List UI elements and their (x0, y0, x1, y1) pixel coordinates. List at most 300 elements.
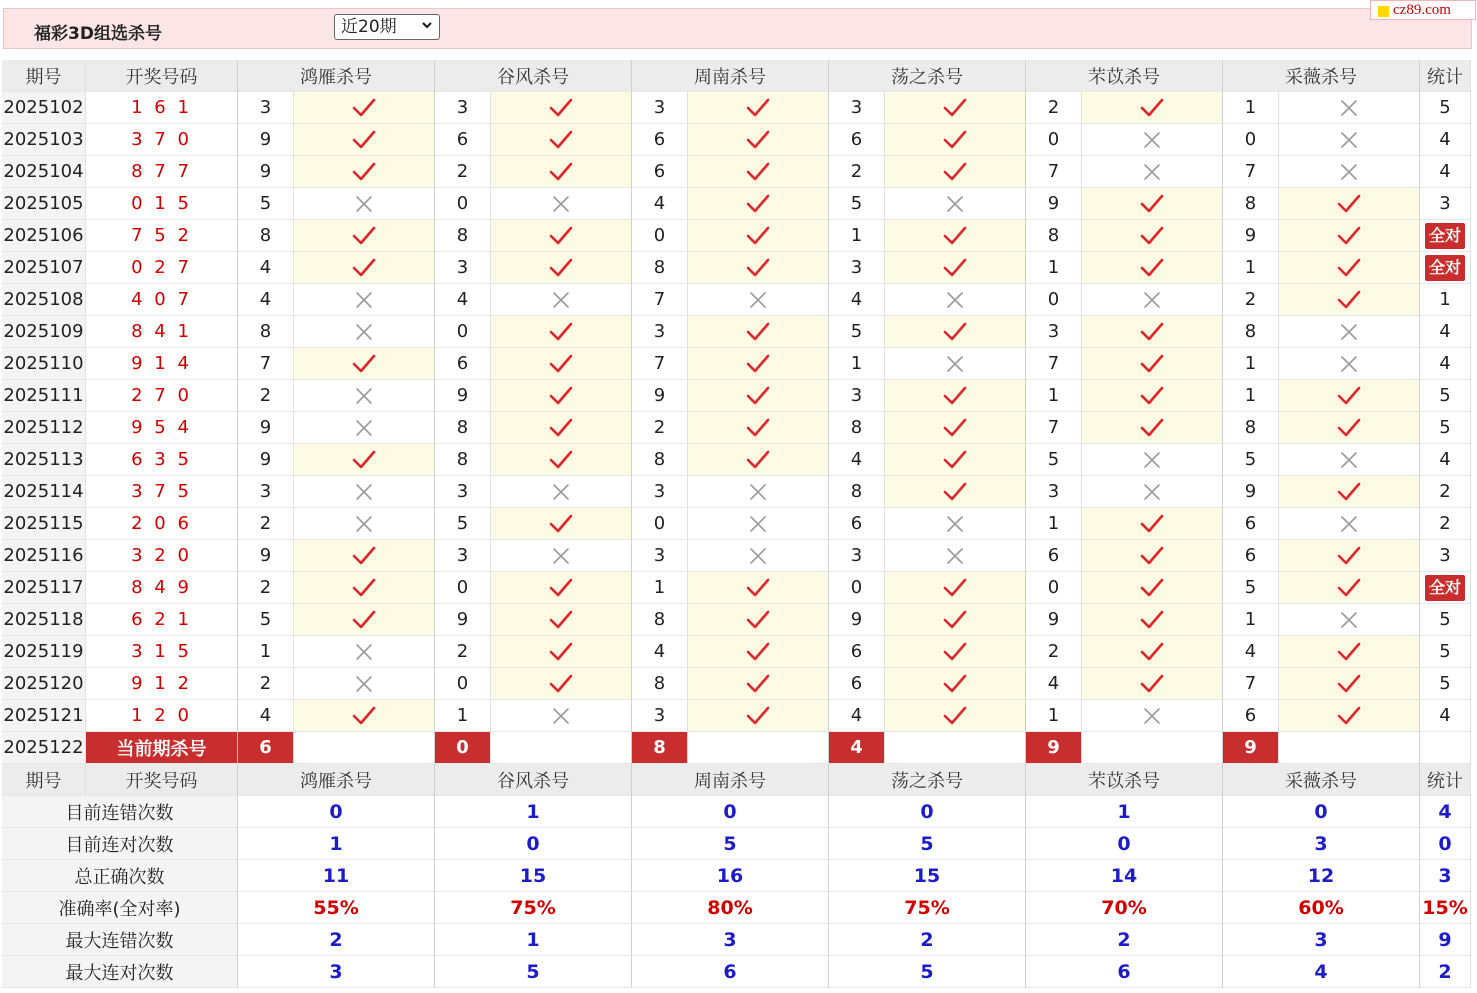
cross-icon (1337, 610, 1361, 630)
empty-cell (294, 732, 435, 764)
kill-number-cell: 7 (1223, 668, 1279, 700)
miss-mark-cell (1082, 700, 1223, 732)
current-period-row (2, 732, 1471, 764)
summary-value: 1 (1026, 796, 1223, 828)
kill-number-cell: 2 (1026, 92, 1082, 124)
summary-row (2, 796, 1471, 828)
table-row (2, 668, 1471, 700)
kill-number-cell: 8 (238, 220, 294, 252)
summary-value: 0 (632, 796, 829, 828)
draw-number-cell: 1 6 1 (86, 92, 238, 124)
period-cell: 2025115 (2, 508, 86, 540)
check-icon (1140, 258, 1164, 278)
kill-number-cell: 4 (829, 284, 885, 316)
miss-mark-cell (491, 700, 632, 732)
check-icon (746, 322, 770, 342)
check-icon (1140, 322, 1164, 342)
kill-number-cell: 2 (435, 156, 491, 188)
check-icon (549, 322, 573, 342)
summary-label: 目前连错次数 (2, 796, 238, 828)
miss-mark-cell (1082, 476, 1223, 508)
kill-number-cell: 1 (1223, 380, 1279, 412)
summary-label: 总正确次数 (2, 860, 238, 892)
hit-mark-cell (294, 540, 435, 572)
summary-value: 2 (829, 924, 1026, 956)
kill-number-cell: 4 (238, 252, 294, 284)
stat-cell: 4 (1420, 348, 1471, 380)
table-row (2, 348, 1471, 380)
all-correct-badge: 全对 (1425, 255, 1465, 281)
cross-icon (1140, 162, 1164, 182)
check-icon (1337, 418, 1361, 438)
kill-number-cell: 6 (829, 636, 885, 668)
cross-icon (549, 290, 573, 310)
kill-number-cell: 9 (435, 604, 491, 636)
summary-value: 55% (238, 892, 435, 924)
kill-number-cell: 8 (829, 412, 885, 444)
kill-number-cell: 0 (829, 572, 885, 604)
hit-mark-cell (491, 92, 632, 124)
check-icon (352, 130, 376, 150)
summary-value: 1 (435, 796, 632, 828)
check-icon (549, 162, 573, 182)
kill-number-cell: 3 (829, 252, 885, 284)
check-icon (943, 130, 967, 150)
period-cell: 2025105 (2, 188, 86, 220)
hit-mark-cell (1082, 604, 1223, 636)
kill-number-cell: 0 (632, 220, 688, 252)
current-kill-number: 9 (1026, 732, 1082, 764)
hit-mark-cell (1082, 380, 1223, 412)
hit-mark-cell (688, 156, 829, 188)
kill-number-cell: 5 (1223, 444, 1279, 476)
miss-mark-cell (491, 540, 632, 572)
miss-mark-cell (688, 540, 829, 572)
cross-icon (943, 354, 967, 374)
check-icon (352, 354, 376, 374)
table-row (2, 188, 1471, 220)
empty-cell (1420, 732, 1471, 764)
cross-icon (1140, 130, 1164, 150)
kill-number-cell: 5 (829, 188, 885, 220)
hit-mark-cell (885, 476, 1026, 508)
brand-link[interactable] (1370, 0, 1476, 20)
miss-mark-cell (1082, 124, 1223, 156)
stat-cell: 3 (1420, 540, 1471, 572)
table-row (2, 380, 1471, 412)
check-icon (352, 98, 376, 118)
kill-number-cell: 3 (1026, 476, 1082, 508)
kill-number-cell: 6 (829, 668, 885, 700)
hit-mark-cell (688, 316, 829, 348)
empty-cell (1279, 732, 1420, 764)
brand-square-icon (1378, 6, 1389, 17)
stat-cell: 4 (1420, 444, 1471, 476)
kill-number-cell: 9 (1026, 188, 1082, 220)
hit-mark-cell (491, 412, 632, 444)
kill-number-cell: 9 (238, 156, 294, 188)
kill-number-cell: 1 (632, 572, 688, 604)
miss-mark-cell (1082, 284, 1223, 316)
kill-number-cell: 4 (238, 700, 294, 732)
kill-number-cell: 3 (435, 476, 491, 508)
col-header-draw: 开奖号码 (86, 764, 238, 796)
hit-mark-cell (688, 124, 829, 156)
hit-mark-cell (1279, 412, 1420, 444)
empty-cell (885, 732, 1026, 764)
kill-number-cell: 7 (1223, 156, 1279, 188)
check-icon (352, 162, 376, 182)
col-header-expert: 谷风杀号 (435, 60, 632, 92)
hit-mark-cell (885, 220, 1026, 252)
col-header-stat: 统计 (1420, 60, 1471, 92)
check-icon (1140, 610, 1164, 630)
table-row (2, 572, 1471, 604)
hit-mark-cell (1279, 220, 1420, 252)
draw-number-cell: 6 2 1 (86, 604, 238, 636)
check-icon (943, 98, 967, 118)
miss-mark-cell (491, 284, 632, 316)
hit-mark-cell (885, 700, 1026, 732)
kill-number-cell: 3 (632, 476, 688, 508)
table-row (2, 444, 1471, 476)
kill-number-cell: 0 (1026, 284, 1082, 316)
kill-number-cell: 3 (829, 540, 885, 572)
kill-number-cell: 1 (829, 348, 885, 380)
miss-mark-cell (688, 508, 829, 540)
summary-stat: 15% (1420, 892, 1471, 924)
summary-value: 14 (1026, 860, 1223, 892)
check-icon (746, 706, 770, 726)
cross-icon (1337, 162, 1361, 182)
check-icon (1337, 386, 1361, 406)
summary-value: 2 (238, 924, 435, 956)
summary-value: 1 (435, 924, 632, 956)
summary-label: 目前连对次数 (2, 828, 238, 860)
summary-value: 3 (238, 956, 435, 988)
miss-mark-cell (1279, 348, 1420, 380)
kill-number-cell: 9 (829, 604, 885, 636)
kill-number-cell: 5 (238, 188, 294, 220)
miss-mark-cell (491, 188, 632, 220)
draw-number-cell: 8 4 1 (86, 316, 238, 348)
hit-mark-cell (1279, 700, 1420, 732)
period-cell: 2025122 (2, 732, 86, 764)
kill-number-cell: 5 (435, 508, 491, 540)
draw-number-cell: 9 1 4 (86, 348, 238, 380)
check-icon (549, 642, 573, 662)
hit-mark-cell (688, 412, 829, 444)
kill-number-cell: 9 (1026, 604, 1082, 636)
summary-value: 6 (1026, 956, 1223, 988)
stat-cell: 3 (1420, 188, 1471, 220)
hit-mark-cell (885, 124, 1026, 156)
check-icon (943, 578, 967, 598)
summary-value: 75% (829, 892, 1026, 924)
period-cell: 2025120 (2, 668, 86, 700)
empty-cell (1082, 732, 1223, 764)
kill-number-cell: 4 (1223, 636, 1279, 668)
miss-mark-cell (1279, 444, 1420, 476)
header-row (2, 60, 1471, 92)
col-header-expert: 荡之杀号 (829, 764, 1026, 796)
kill-number-cell: 1 (1223, 348, 1279, 380)
summary-value: 3 (632, 924, 829, 956)
hit-mark-cell (1279, 572, 1420, 604)
summary-value: 1 (238, 828, 435, 860)
hit-mark-cell (885, 156, 1026, 188)
kill-number-cell: 7 (1026, 412, 1082, 444)
period-cell: 2025110 (2, 348, 86, 380)
kill-number-cell: 6 (1026, 540, 1082, 572)
kill-number-cell: 0 (1223, 124, 1279, 156)
check-icon (352, 578, 376, 598)
draw-number-cell: 0 1 5 (86, 188, 238, 220)
hit-mark-cell (491, 156, 632, 188)
cross-icon (549, 546, 573, 566)
col-header-period: 期号 (2, 60, 86, 92)
page-title: 福彩3D组选杀号 (34, 24, 162, 44)
hit-mark-cell (885, 412, 1026, 444)
draw-number-cell: 8 4 9 (86, 572, 238, 604)
miss-mark-cell (294, 316, 435, 348)
summary-value: 2 (1026, 924, 1223, 956)
miss-mark-cell (294, 636, 435, 668)
miss-mark-cell (1279, 604, 1420, 636)
period-cell: 2025102 (2, 92, 86, 124)
kill-number-cell: 7 (238, 348, 294, 380)
cross-icon (943, 290, 967, 310)
kill-number-cell: 6 (632, 156, 688, 188)
cross-icon (1140, 706, 1164, 726)
kill-number-cell: 3 (829, 92, 885, 124)
check-icon (549, 226, 573, 246)
hit-mark-cell (688, 380, 829, 412)
check-icon (746, 162, 770, 182)
kill-number-cell: 7 (1026, 156, 1082, 188)
col-header-stat: 统计 (1420, 764, 1471, 796)
check-icon (1140, 546, 1164, 566)
summary-stat: 4 (1420, 796, 1471, 828)
period-cell: 2025119 (2, 636, 86, 668)
hit-mark-cell (294, 92, 435, 124)
kill-number-cell: 1 (1223, 92, 1279, 124)
check-icon (1140, 642, 1164, 662)
check-icon (549, 418, 573, 438)
period-cell: 2025106 (2, 220, 86, 252)
kill-number-cell: 9 (632, 380, 688, 412)
cross-icon (1337, 130, 1361, 150)
table-row (2, 636, 1471, 668)
check-icon (549, 130, 573, 150)
check-icon (746, 258, 770, 278)
summary-value: 5 (829, 956, 1026, 988)
check-icon (1140, 386, 1164, 406)
hit-mark-cell (1279, 284, 1420, 316)
table-row (2, 700, 1471, 732)
check-icon (1140, 578, 1164, 598)
hit-mark-cell (491, 124, 632, 156)
cross-icon (352, 418, 376, 438)
hit-mark-cell (1082, 188, 1223, 220)
hit-mark-cell (688, 572, 829, 604)
check-icon (943, 322, 967, 342)
kill-number-cell: 1 (1026, 380, 1082, 412)
check-icon (352, 610, 376, 630)
hit-mark-cell (885, 668, 1026, 700)
col-header-expert: 周南杀号 (632, 60, 829, 92)
stat-cell: 4 (1420, 316, 1471, 348)
hit-mark-cell (491, 316, 632, 348)
draw-number-cell: 6 3 5 (86, 444, 238, 476)
summary-value: 6 (632, 956, 829, 988)
check-icon (943, 418, 967, 438)
period-cell: 2025117 (2, 572, 86, 604)
draw-number-cell: 9 1 2 (86, 668, 238, 700)
kill-number-cell: 3 (238, 92, 294, 124)
miss-mark-cell (885, 348, 1026, 380)
check-icon (1337, 482, 1361, 502)
cross-icon (352, 514, 376, 534)
hit-mark-cell (1279, 540, 1420, 572)
stat-cell: 2 (1420, 476, 1471, 508)
period-cell: 2025111 (2, 380, 86, 412)
cross-icon (943, 194, 967, 214)
draw-number-cell: 3 2 0 (86, 540, 238, 572)
hit-mark-cell (1279, 476, 1420, 508)
kill-number-cell: 4 (1026, 668, 1082, 700)
kill-number-cell: 3 (435, 92, 491, 124)
kill-number-cell: 9 (238, 412, 294, 444)
col-header-expert: 周南杀号 (632, 764, 829, 796)
period-cell: 2025112 (2, 412, 86, 444)
hit-mark-cell (491, 636, 632, 668)
kill-number-cell: 9 (435, 380, 491, 412)
miss-mark-cell (1279, 316, 1420, 348)
check-icon (549, 450, 573, 470)
miss-mark-cell (885, 508, 1026, 540)
period-cell: 2025118 (2, 604, 86, 636)
summary-value: 0 (238, 796, 435, 828)
check-icon (1140, 674, 1164, 694)
kill-number-cell: 8 (632, 252, 688, 284)
table-row (2, 604, 1471, 636)
col-header-expert: 芣苡杀号 (1026, 60, 1223, 92)
brand-text: cz89.com (1393, 2, 1451, 18)
check-icon (943, 162, 967, 182)
summary-value: 0 (1026, 828, 1223, 860)
kill-number-cell: 3 (632, 700, 688, 732)
cross-icon (746, 290, 770, 310)
draw-number-cell: 0 2 7 (86, 252, 238, 284)
check-icon (746, 130, 770, 150)
current-kill-label: 当前期杀号 (86, 732, 238, 764)
hit-mark-cell (688, 636, 829, 668)
kill-number-cell: 9 (238, 540, 294, 572)
miss-mark-cell (688, 284, 829, 316)
hit-mark-cell (885, 92, 1026, 124)
hit-mark-cell (294, 124, 435, 156)
kill-number-cell: 1 (238, 636, 294, 668)
kill-number-cell: 8 (238, 316, 294, 348)
check-icon (943, 386, 967, 406)
kill-number-cell: 1 (829, 220, 885, 252)
hit-mark-cell (491, 252, 632, 284)
check-icon (943, 642, 967, 662)
check-icon (746, 386, 770, 406)
kill-number-cell: 6 (1223, 700, 1279, 732)
check-icon (352, 546, 376, 566)
check-icon (746, 418, 770, 438)
check-icon (549, 514, 573, 534)
stat-cell: 1 (1420, 284, 1471, 316)
check-icon (1337, 226, 1361, 246)
hit-mark-cell (1082, 252, 1223, 284)
empty-cell (491, 732, 632, 764)
table-row (2, 316, 1471, 348)
current-kill-number: 8 (632, 732, 688, 764)
cross-icon (1337, 98, 1361, 118)
empty-cell (688, 732, 829, 764)
kill-number-cell: 9 (1223, 220, 1279, 252)
summary-value: 80% (632, 892, 829, 924)
miss-mark-cell (885, 284, 1026, 316)
hit-mark-cell (1082, 412, 1223, 444)
kill-number-cell: 6 (829, 124, 885, 156)
stat-cell: 5 (1420, 636, 1471, 668)
kill-number-cell: 8 (632, 444, 688, 476)
kill-number-cell: 1 (1223, 604, 1279, 636)
hit-mark-cell (885, 636, 1026, 668)
miss-mark-cell (294, 412, 435, 444)
draw-number-cell: 3 7 0 (86, 124, 238, 156)
stat-cell: 4 (1420, 156, 1471, 188)
miss-mark-cell (885, 540, 1026, 572)
kill-number-cell: 2 (238, 508, 294, 540)
hit-mark-cell (1082, 636, 1223, 668)
kill-number-cell: 2 (829, 156, 885, 188)
draw-number-cell: 7 5 2 (86, 220, 238, 252)
check-icon (746, 642, 770, 662)
hit-mark-cell (294, 604, 435, 636)
check-icon (1140, 514, 1164, 534)
table-row (2, 220, 1471, 252)
hit-mark-cell (1082, 316, 1223, 348)
check-icon (549, 98, 573, 118)
hit-mark-cell (294, 700, 435, 732)
cross-icon (1337, 322, 1361, 342)
kill-number-cell: 7 (1026, 348, 1082, 380)
check-icon (352, 226, 376, 246)
check-icon (746, 226, 770, 246)
hit-mark-cell (491, 380, 632, 412)
summary-value: 75% (435, 892, 632, 924)
kill-number-cell: 8 (1223, 412, 1279, 444)
kill-number-cell: 2 (238, 380, 294, 412)
stat-cell: 2 (1420, 508, 1471, 540)
hit-mark-cell (491, 668, 632, 700)
draw-number-cell: 3 7 5 (86, 476, 238, 508)
kill-number-cell: 2 (1223, 284, 1279, 316)
check-icon (549, 258, 573, 278)
miss-mark-cell (294, 508, 435, 540)
check-icon (549, 354, 573, 374)
check-icon (943, 706, 967, 726)
period-range-select[interactable] (334, 14, 440, 40)
hit-mark-cell (1082, 220, 1223, 252)
kill-number-cell: 4 (435, 284, 491, 316)
check-icon (746, 674, 770, 694)
